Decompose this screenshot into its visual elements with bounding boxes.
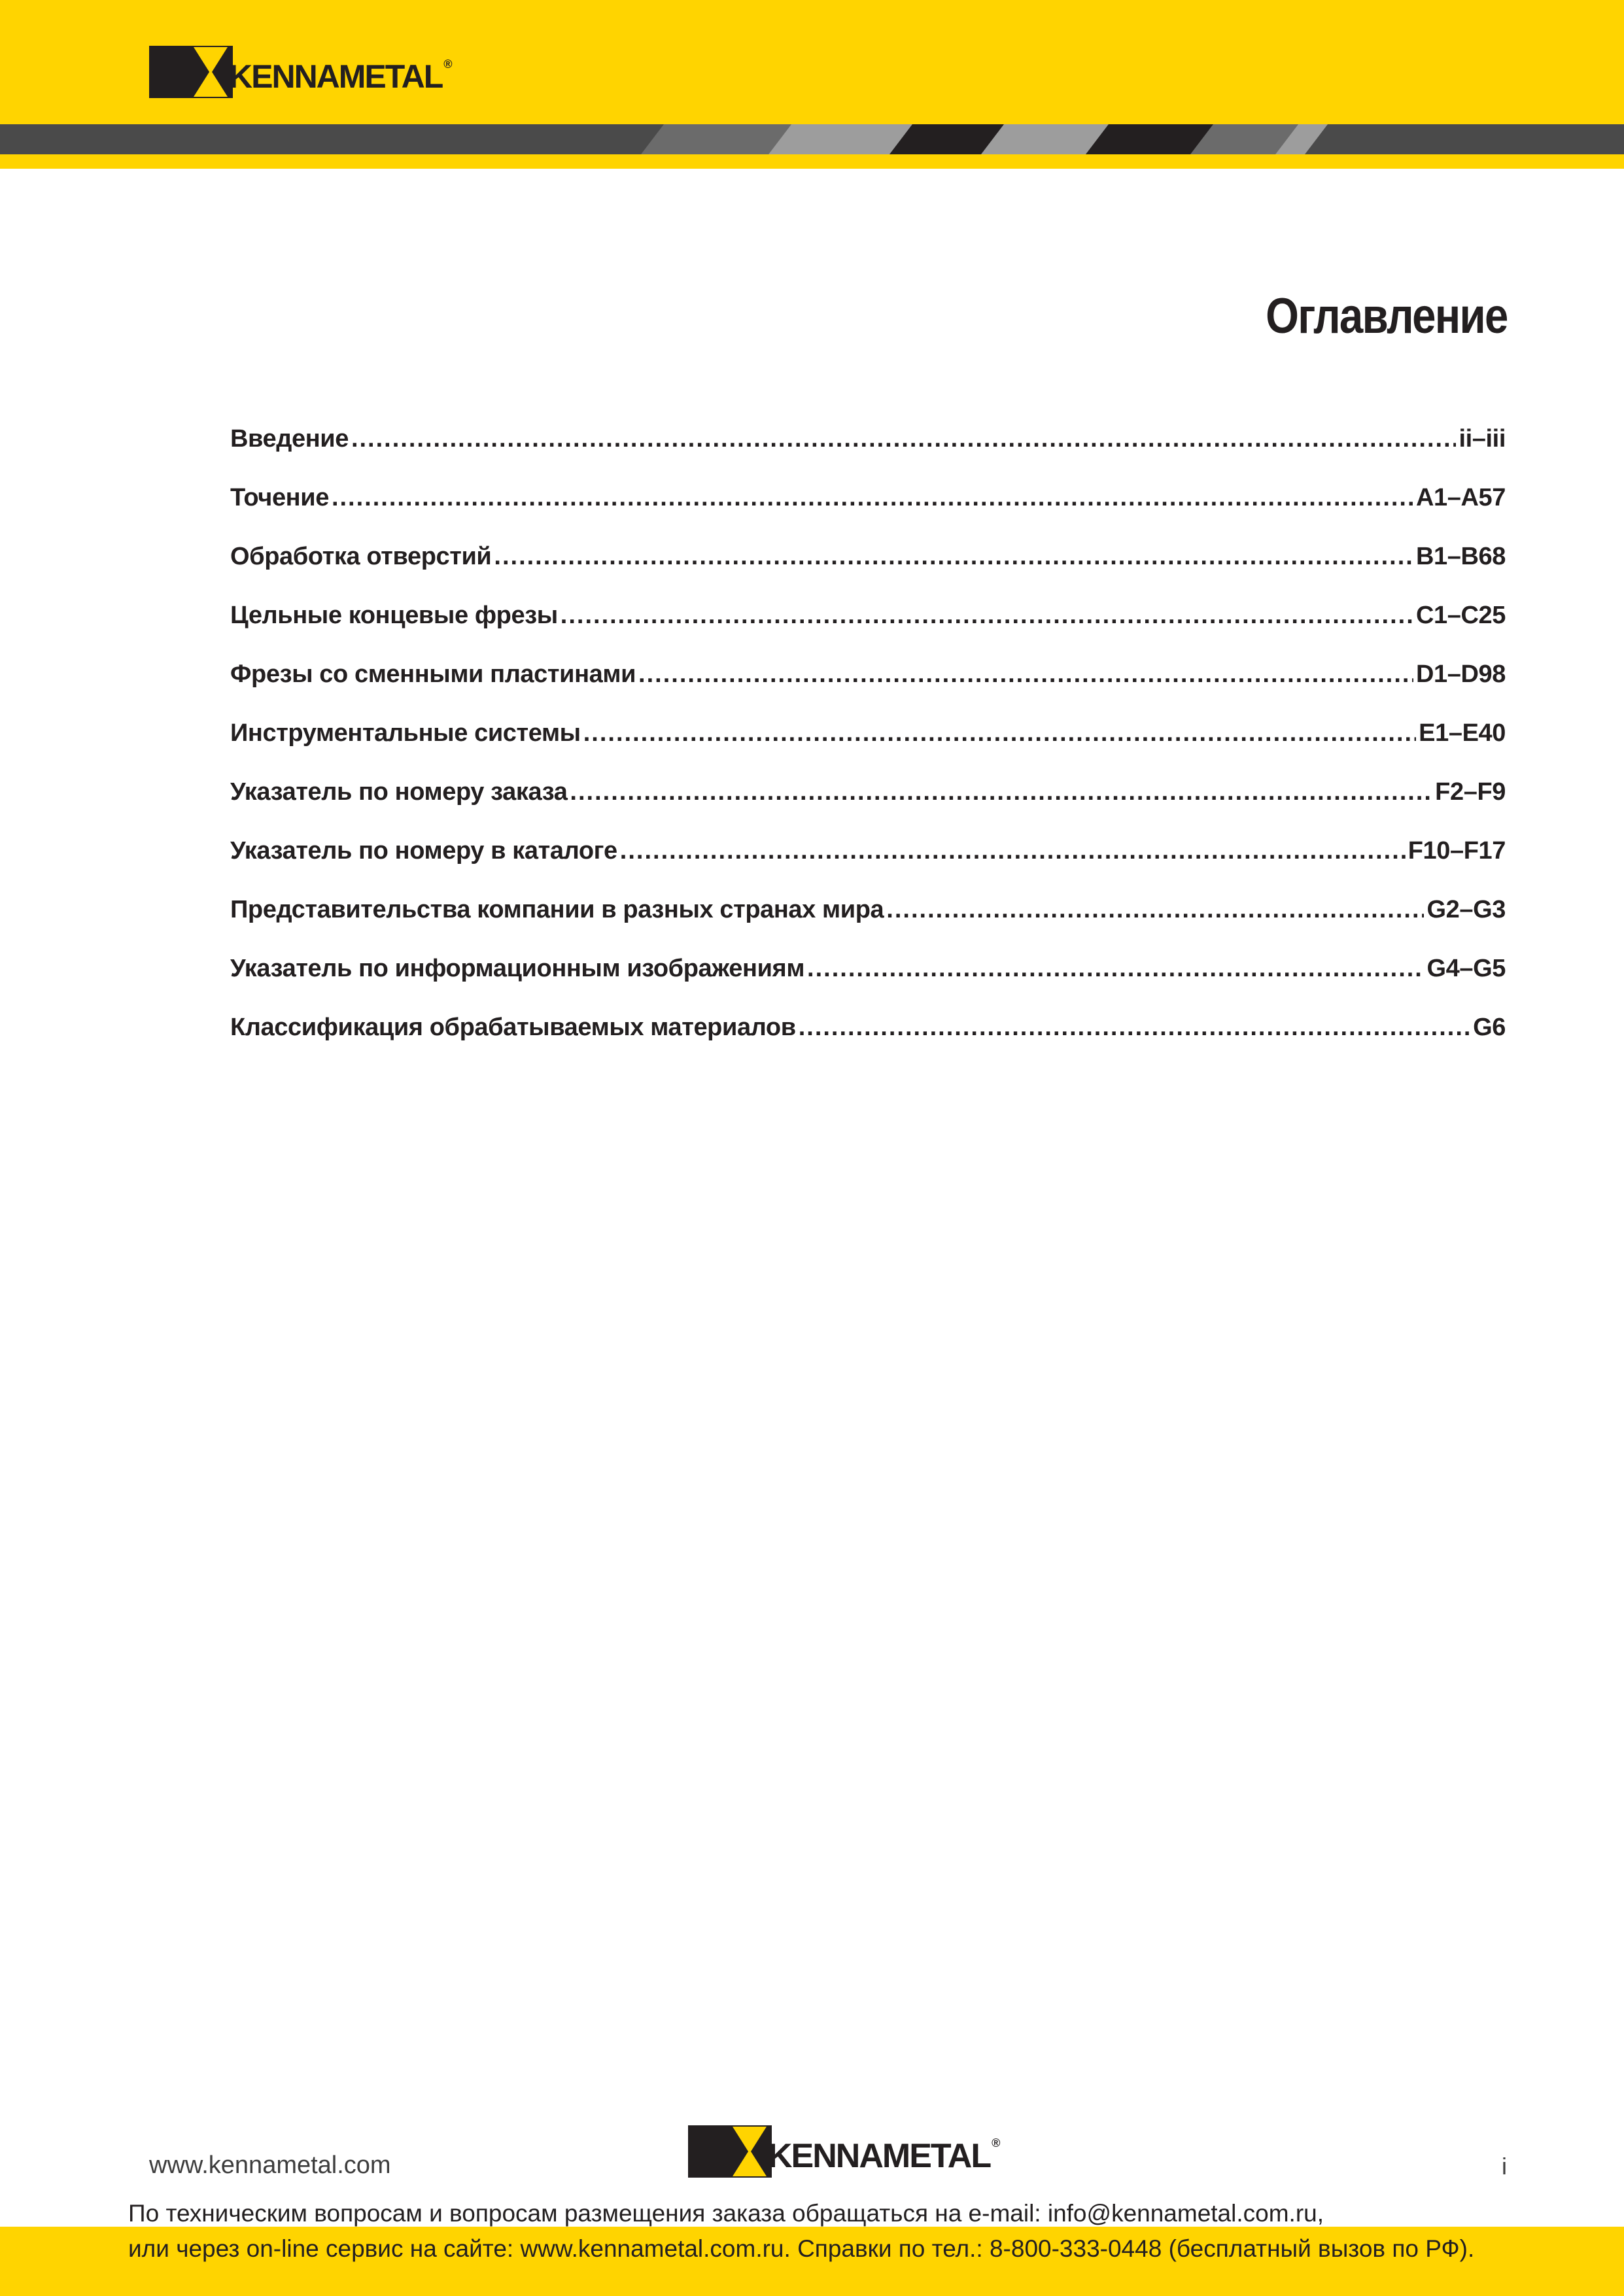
toc-row — [230, 425, 1506, 484]
toc-row — [230, 543, 1506, 602]
header-under-stripe — [0, 154, 1624, 169]
toc-label: Классификация обрабатываемых материалов — [230, 1014, 796, 1041]
toc-label: Введение — [230, 425, 349, 453]
stripe-pattern — [0, 124, 1624, 154]
toc-label: Указатель по номеру в каталоге — [230, 837, 617, 865]
footer-contact-line-2: или через on-line сервис на сайте: www.kennametal.com.ru. Справки по тел.: 8-800-333-0448 (бесплатный вызов по РФ). — [128, 2235, 1475, 2262]
toc-page: ii–iii — [1459, 425, 1506, 453]
toc-row — [230, 719, 1506, 778]
toc-row — [230, 896, 1506, 955]
toc-leader — [583, 719, 1416, 747]
toc-leader — [807, 955, 1424, 983]
toc-page: A1–A57 — [1415, 484, 1506, 511]
toc-row — [230, 1014, 1506, 1072]
toc-row — [230, 837, 1506, 896]
toc-leader — [886, 896, 1424, 924]
toc-page: D1–D98 — [1415, 660, 1506, 688]
logo-wordmark: KENNAMETAL ® — [229, 58, 451, 95]
toc-leader — [561, 602, 1413, 630]
kennametal-logo-footer — [688, 2125, 999, 2178]
toc-page: G4–G5 — [1426, 955, 1506, 982]
logo-wordmark: KENNAMETAL ® — [768, 2136, 999, 2175]
toc-leader — [620, 837, 1406, 865]
footer-url: www.kennametal.com — [149, 2151, 391, 2179]
toc-page: B1–B68 — [1415, 543, 1506, 570]
toc-leader — [332, 484, 1413, 512]
kennametal-logo — [149, 46, 451, 98]
toc-label: Фрезы со сменными пластинами — [230, 660, 636, 688]
toc-row — [230, 660, 1506, 719]
toc-page: G2–G3 — [1426, 896, 1506, 923]
kennametal-k-icon — [688, 2125, 772, 2178]
toc-row — [230, 484, 1506, 543]
toc-row — [230, 602, 1506, 660]
toc-label: Инструментальные системы — [230, 719, 581, 747]
toc-leader — [799, 1014, 1470, 1042]
page-number: i — [1502, 2153, 1507, 2180]
toc-leader — [570, 778, 1432, 806]
kennametal-k-icon — [149, 46, 233, 98]
toc-label: Указатель по номеру заказа — [230, 778, 568, 806]
header-stripe — [0, 124, 1624, 154]
toc-page: F10–F17 — [1408, 837, 1506, 865]
toc-leader — [494, 543, 1413, 571]
toc-page: E1–E40 — [1419, 719, 1506, 747]
toc-page: G6 — [1473, 1014, 1506, 1041]
toc-leader — [638, 660, 1413, 689]
page-title: Оглавление — [1266, 288, 1508, 344]
toc-label: Указатель по информационным изображениям — [230, 955, 805, 982]
toc-label: Представительства компании в разных странах мира — [230, 896, 884, 923]
toc-label: Точение — [230, 484, 329, 511]
toc-row — [230, 955, 1506, 1014]
toc-page: C1–C25 — [1415, 602, 1506, 629]
toc-page: F2–F9 — [1435, 778, 1506, 806]
toc-label: Обработка отверстий — [230, 543, 492, 570]
table-of-contents — [230, 425, 1506, 1072]
toc-leader — [351, 425, 1457, 453]
toc-label: Цельные концевые фрезы — [230, 602, 558, 629]
footer-contact-line-1: По техническим вопросам и вопросам размещения заказа обращаться на e-mail: info@kennametal.com.ru, — [128, 2200, 1324, 2227]
toc-row — [230, 778, 1506, 837]
